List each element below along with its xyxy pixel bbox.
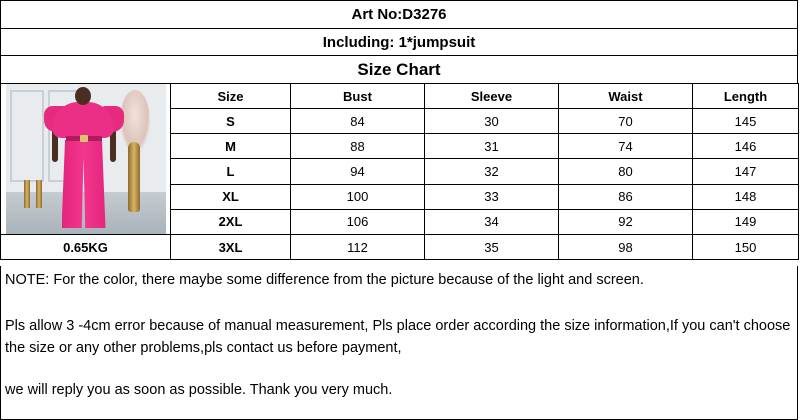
bust-value: 112 (291, 235, 425, 260)
bust-value: 84 (291, 109, 425, 134)
length-value: 150 (693, 235, 799, 260)
length-value: 149 (693, 209, 799, 234)
column-header-length: Length (693, 84, 799, 109)
reply-note: we will reply you as soon as possible. Thank you very much. (5, 382, 393, 398)
column-header-sleeve: Sleeve (425, 84, 559, 109)
waist-value: 70 (559, 109, 693, 134)
waist-value: 80 (559, 159, 693, 184)
waist-value: 92 (559, 209, 693, 234)
column-header-size: Size (171, 84, 291, 109)
size-label: S (171, 109, 291, 134)
column-header-waist: Waist (559, 84, 693, 109)
sleeve-value: 34 (425, 209, 559, 234)
model-head (75, 87, 91, 105)
color-note: NOTE: For the color, there maybe some difference from the picture because of the light and screen. (5, 272, 644, 288)
size-label: M (171, 134, 291, 159)
length-value: 145 (693, 109, 799, 134)
bust-value: 88 (291, 134, 425, 159)
waist-value: 74 (559, 134, 693, 159)
waist-value: 86 (559, 184, 693, 209)
length-value: 146 (693, 134, 799, 159)
measurement-note: Pls allow 3 -4cm error because of manual measurement, Pls place order according the size information,If you can't choose the size or any other problems,pls contact us before payment, (5, 318, 791, 356)
vase-decor (128, 142, 140, 212)
sleeve-value: 30 (425, 109, 559, 134)
sleeve-value: 31 (425, 134, 559, 159)
bust-value: 106 (291, 209, 425, 234)
size-label: L (171, 159, 291, 184)
bust-value: 94 (291, 159, 425, 184)
product-photo (6, 84, 166, 234)
length-value: 148 (693, 184, 799, 209)
table-row (1, 235, 799, 260)
art-number: Art No:D3276 (0, 0, 798, 29)
notes-section (0, 266, 798, 420)
waist-value: 98 (559, 235, 693, 260)
length-value: 147 (693, 159, 799, 184)
size-label: 3XL (171, 235, 291, 260)
size-label: 2XL (171, 209, 291, 234)
product-photo-cell (1, 84, 171, 235)
size-label: XL (171, 184, 291, 209)
size-chart-title: Size Chart (0, 55, 798, 84)
bust-value: 100 (291, 184, 425, 209)
jumpsuit-top (52, 102, 114, 138)
sleeve-value: 35 (425, 235, 559, 260)
sleeve-value: 32 (425, 159, 559, 184)
package-contents: Including: 1*jumpsuit (0, 28, 798, 56)
column-header-bust: Bust (291, 84, 425, 109)
size-table (0, 83, 799, 260)
product-weight: 0.65KG (1, 235, 171, 260)
table-header-row (1, 84, 799, 109)
sleeve-value: 33 (425, 184, 559, 209)
